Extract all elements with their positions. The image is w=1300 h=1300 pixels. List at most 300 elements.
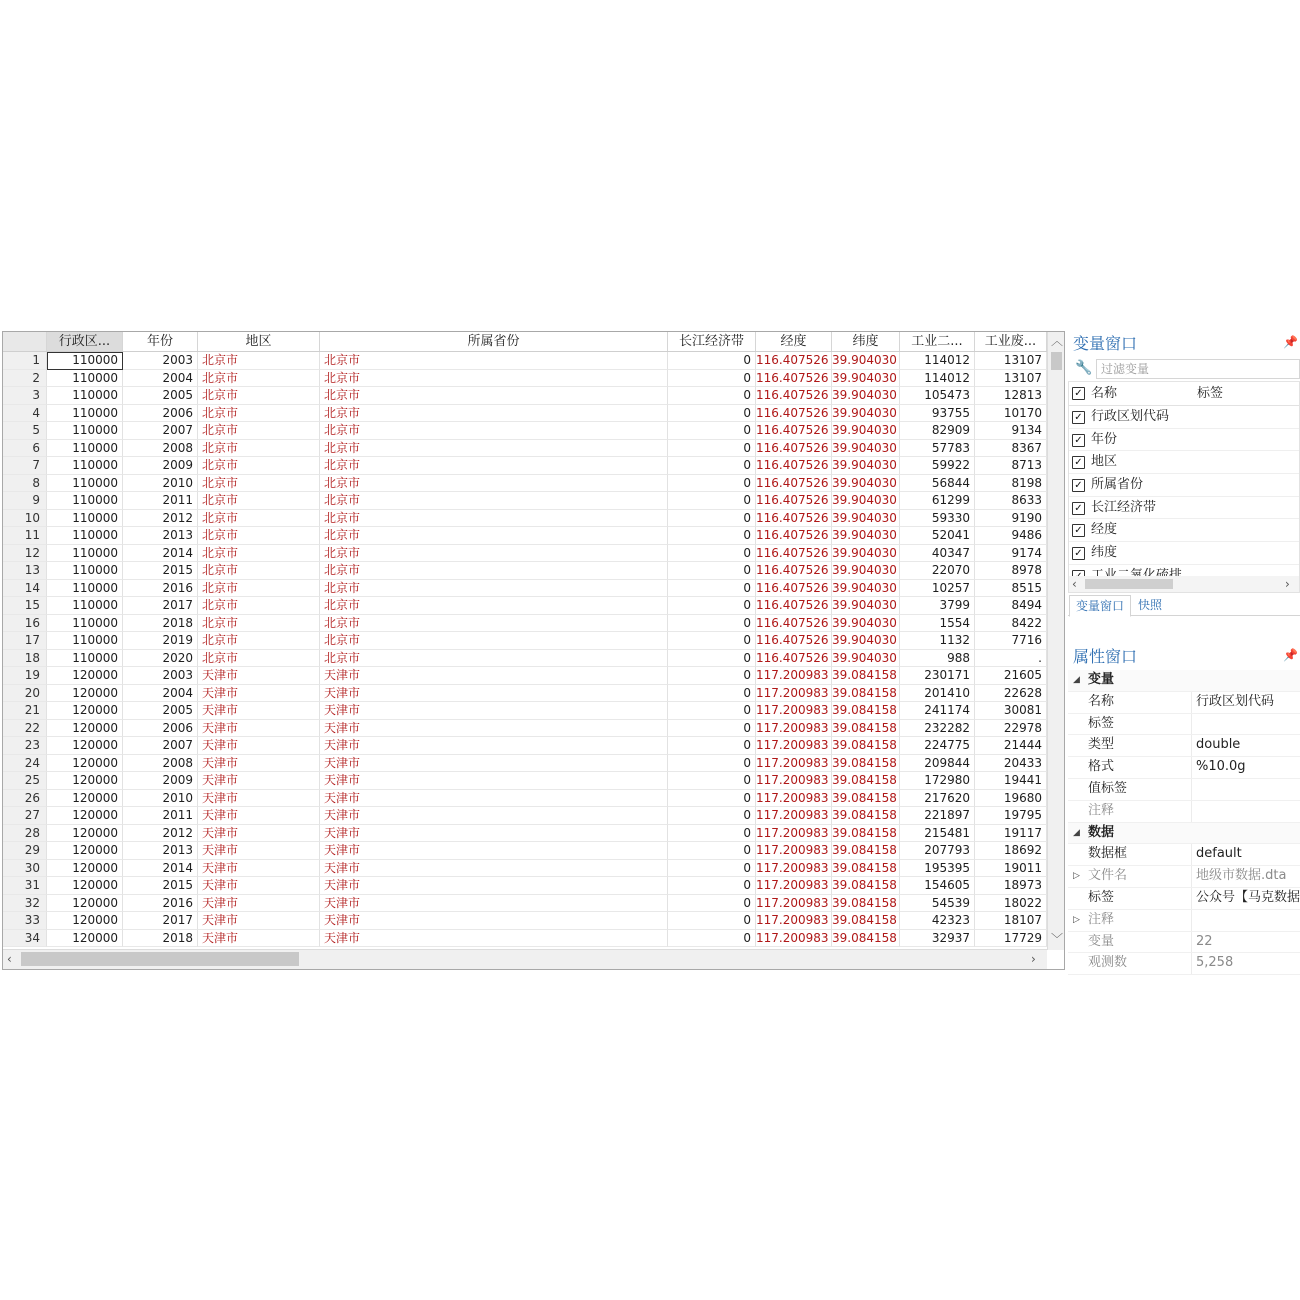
cell-code[interactable]: 120000 [47, 912, 123, 930]
cell-yz[interactable]: 0 [668, 860, 756, 878]
property-value[interactable]: 公众号【马克数据 [1196, 889, 1300, 905]
cell-region[interactable]: 北京市 [198, 492, 320, 510]
cell-yz[interactable]: 0 [668, 545, 756, 563]
expand-icon[interactable]: ▷ [1073, 914, 1080, 925]
cell-ww[interactable]: 8515 [975, 580, 1047, 598]
cell-yz[interactable]: 0 [668, 632, 756, 650]
cell-so2[interactable]: 224775 [900, 737, 975, 755]
cell-prov[interactable]: 北京市 [320, 615, 668, 633]
cell-lat[interactable]: 39.084158 [832, 702, 900, 720]
cell-code[interactable]: 110000 [47, 475, 123, 493]
cell-prov[interactable]: 天津市 [320, 895, 668, 913]
cell-region[interactable]: 天津市 [198, 895, 320, 913]
table-row[interactable] [3, 912, 1047, 930]
cell-code[interactable]: 110000 [47, 615, 123, 633]
cell-ww[interactable]: 21605 [975, 667, 1047, 685]
tab-variables[interactable]: 变量窗口 [1069, 595, 1131, 617]
cell-ww[interactable]: 9174 [975, 545, 1047, 563]
cell-lat[interactable]: 39.084158 [832, 842, 900, 860]
table-row[interactable] [3, 895, 1047, 913]
table-row[interactable] [3, 492, 1047, 510]
property-row[interactable] [1068, 757, 1300, 779]
property-row[interactable] [1068, 888, 1300, 910]
table-row[interactable] [3, 440, 1047, 458]
cell-yz[interactable]: 0 [668, 772, 756, 790]
cell-ww[interactable]: 17729 [975, 930, 1047, 948]
cell-region[interactable]: 天津市 [198, 807, 320, 825]
table-row[interactable] [3, 702, 1047, 720]
scroll-up-icon[interactable]: ︿ [1051, 334, 1064, 348]
cell-yz[interactable]: 0 [668, 912, 756, 930]
table-row[interactable] [3, 370, 1047, 388]
cell-lon[interactable]: 117.200983 [756, 755, 832, 773]
cell-lat[interactable]: 39.084158 [832, 825, 900, 843]
column-header-longitude[interactable]: 经度 [756, 332, 832, 351]
cell-region[interactable]: 天津市 [198, 737, 320, 755]
cell-code[interactable]: 110000 [47, 370, 123, 388]
section-variable[interactable] [1068, 670, 1300, 692]
cell-so2[interactable]: 1132 [900, 632, 975, 650]
cell-so2[interactable]: 241174 [900, 702, 975, 720]
property-row[interactable] [1068, 866, 1300, 888]
cell-yz[interactable]: 0 [668, 615, 756, 633]
cell-yz[interactable]: 0 [668, 895, 756, 913]
cell-region[interactable]: 北京市 [198, 440, 320, 458]
section-data[interactable] [1068, 823, 1300, 845]
cell-so2[interactable]: 3799 [900, 597, 975, 615]
variable-checkbox[interactable]: ✓ [1072, 456, 1085, 469]
cell-so2[interactable]: 114012 [900, 352, 975, 370]
cell-year[interactable]: 2007 [123, 422, 198, 440]
column-header-wastewater[interactable]: 工业废... [975, 332, 1047, 351]
cell-prov[interactable]: 北京市 [320, 492, 668, 510]
cell-code[interactable]: 110000 [47, 457, 123, 475]
cell-so2[interactable]: 42323 [900, 912, 975, 930]
cell-region[interactable]: 天津市 [198, 842, 320, 860]
cell-yz[interactable]: 0 [668, 807, 756, 825]
cell-ww[interactable]: 9190 [975, 510, 1047, 528]
cell-lat[interactable]: 39.084158 [832, 772, 900, 790]
scroll-right-icon[interactable]: › [1285, 577, 1290, 591]
cell-lat[interactable]: 39.904030 [832, 352, 900, 370]
cell-so2[interactable]: 114012 [900, 370, 975, 388]
table-row[interactable] [3, 457, 1047, 475]
cell-yz[interactable]: 0 [668, 387, 756, 405]
cell-year[interactable]: 2005 [123, 387, 198, 405]
cell-ww[interactable]: 8633 [975, 492, 1047, 510]
table-row[interactable] [3, 667, 1047, 685]
cell-so2[interactable]: 1554 [900, 615, 975, 633]
cell-prov[interactable]: 北京市 [320, 370, 668, 388]
variable-item[interactable] [1069, 497, 1299, 520]
cell-year[interactable]: 2012 [123, 510, 198, 528]
cell-yz[interactable]: 0 [668, 422, 756, 440]
cell-prov[interactable]: 北京市 [320, 510, 668, 528]
variable-list[interactable] [1068, 382, 1300, 593]
cell-prov[interactable]: 天津市 [320, 807, 668, 825]
cell-so2[interactable]: 207793 [900, 842, 975, 860]
table-row[interactable] [3, 790, 1047, 808]
cell-year[interactable]: 2004 [123, 370, 198, 388]
horizontal-scrollbar[interactable] [3, 949, 1047, 969]
cell-code[interactable]: 110000 [47, 545, 123, 563]
cell-yz[interactable]: 0 [668, 877, 756, 895]
cell-lon[interactable]: 116.407526 [756, 352, 832, 370]
cell-region[interactable]: 北京市 [198, 352, 320, 370]
cell-region[interactable]: 天津市 [198, 790, 320, 808]
cell-year[interactable]: 2014 [123, 860, 198, 878]
cell-yz[interactable]: 0 [668, 492, 756, 510]
property-value[interactable]: 22 [1196, 933, 1213, 949]
property-row[interactable] [1068, 953, 1300, 975]
column-header-province[interactable]: 所属省份 [320, 332, 668, 351]
cell-code[interactable]: 120000 [47, 790, 123, 808]
cell-prov[interactable]: 北京市 [320, 545, 668, 563]
table-row[interactable] [3, 405, 1047, 423]
variable-item[interactable] [1069, 542, 1299, 565]
cell-ww[interactable]: 13107 [975, 352, 1047, 370]
cell-code[interactable]: 120000 [47, 895, 123, 913]
scroll-right-icon[interactable]: › [1031, 952, 1036, 966]
cell-lon[interactable]: 116.407526 [756, 597, 832, 615]
cell-region[interactable]: 天津市 [198, 860, 320, 878]
cell-ww[interactable]: 12813 [975, 387, 1047, 405]
variable-item[interactable] [1069, 451, 1299, 474]
cell-code[interactable]: 120000 [47, 755, 123, 773]
cell-code[interactable]: 120000 [47, 720, 123, 738]
table-row[interactable] [3, 615, 1047, 633]
tab-snapshots[interactable]: 快照 [1138, 598, 1163, 612]
cell-yz[interactable]: 0 [668, 562, 756, 580]
cell-code[interactable]: 120000 [47, 807, 123, 825]
cell-lat[interactable]: 39.084158 [832, 720, 900, 738]
cell-yz[interactable]: 0 [668, 580, 756, 598]
vertical-scrollbar[interactable] [1047, 332, 1065, 950]
cell-lon[interactable]: 117.200983 [756, 702, 832, 720]
cell-code[interactable]: 120000 [47, 930, 123, 948]
cell-lon[interactable]: 116.407526 [756, 492, 832, 510]
cell-region[interactable]: 北京市 [198, 650, 320, 668]
cell-lon[interactable]: 117.200983 [756, 930, 832, 948]
cell-region[interactable]: 天津市 [198, 930, 320, 948]
cell-code[interactable]: 120000 [47, 877, 123, 895]
cell-ww[interactable]: 8978 [975, 562, 1047, 580]
cell-prov[interactable]: 天津市 [320, 720, 668, 738]
property-value[interactable]: 地级市数据.dta [1196, 868, 1287, 884]
scroll-down-icon[interactable]: ﹀ [1051, 932, 1064, 946]
cell-lon[interactable]: 116.407526 [756, 405, 832, 423]
pin-icon[interactable]: 📌 [1283, 335, 1298, 349]
column-header-region[interactable]: 地区 [198, 332, 320, 351]
variable-list-scroll-thumb[interactable] [1085, 579, 1173, 589]
table-row[interactable] [3, 597, 1047, 615]
cell-year[interactable]: 2016 [123, 580, 198, 598]
cell-yz[interactable]: 0 [668, 475, 756, 493]
cell-lon[interactable]: 116.407526 [756, 562, 832, 580]
cell-year[interactable]: 2003 [123, 667, 198, 685]
property-value[interactable]: double [1196, 737, 1241, 753]
cell-year[interactable]: 2010 [123, 475, 198, 493]
cell-code[interactable]: 110000 [47, 492, 123, 510]
cell-lat[interactable]: 39.084158 [832, 860, 900, 878]
cell-code[interactable]: 110000 [47, 422, 123, 440]
cell-region[interactable]: 北京市 [198, 562, 320, 580]
cell-lat[interactable]: 39.084158 [832, 737, 900, 755]
cell-ww[interactable]: 19117 [975, 825, 1047, 843]
cell-prov[interactable]: 北京市 [320, 562, 668, 580]
cell-so2[interactable]: 217620 [900, 790, 975, 808]
cell-lat[interactable]: 39.084158 [832, 807, 900, 825]
cell-prov[interactable]: 北京市 [320, 597, 668, 615]
collapse-icon[interactable]: ◢ [1073, 827, 1080, 838]
cell-region[interactable]: 北京市 [198, 510, 320, 528]
data-grid[interactable] [2, 331, 1065, 970]
variable-checkbox[interactable]: ✓ [1072, 502, 1085, 515]
cell-ww[interactable]: 8713 [975, 457, 1047, 475]
cell-lat[interactable]: 39.904030 [832, 370, 900, 388]
cell-year[interactable]: 2013 [123, 527, 198, 545]
table-row[interactable] [3, 632, 1047, 650]
cell-prov[interactable]: 北京市 [320, 352, 668, 370]
cell-lon[interactable]: 116.407526 [756, 615, 832, 633]
cell-so2[interactable]: 154605 [900, 877, 975, 895]
table-row[interactable] [3, 860, 1047, 878]
collapse-icon[interactable]: ◢ [1073, 675, 1080, 685]
property-row[interactable] [1068, 932, 1300, 954]
cell-lon[interactable]: 116.407526 [756, 457, 832, 475]
cell-lat[interactable]: 39.904030 [832, 562, 900, 580]
cell-prov[interactable]: 天津市 [320, 912, 668, 930]
cell-prov[interactable]: 北京市 [320, 422, 668, 440]
cell-yz[interactable]: 0 [668, 370, 756, 388]
cell-yz[interactable]: 0 [668, 510, 756, 528]
cell-code[interactable]: 110000 [47, 632, 123, 650]
cell-prov[interactable]: 天津市 [320, 755, 668, 773]
cell-prov[interactable]: 天津市 [320, 860, 668, 878]
cell-year[interactable]: 2009 [123, 772, 198, 790]
wrench-icon[interactable]: 🔧 [1075, 360, 1093, 376]
cell-ww[interactable]: 13107 [975, 370, 1047, 388]
cell-yz[interactable]: 0 [668, 790, 756, 808]
cell-ww[interactable]: 8422 [975, 615, 1047, 633]
cell-region[interactable]: 北京市 [198, 527, 320, 545]
cell-so2[interactable]: 232282 [900, 720, 975, 738]
table-row[interactable] [3, 720, 1047, 738]
cell-code[interactable]: 120000 [47, 702, 123, 720]
cell-so2[interactable]: 32937 [900, 930, 975, 948]
cell-lon[interactable]: 116.407526 [756, 440, 832, 458]
cell-prov[interactable]: 天津市 [320, 772, 668, 790]
cell-prov[interactable]: 天津市 [320, 825, 668, 843]
variable-item[interactable] [1069, 519, 1299, 542]
table-row[interactable] [3, 545, 1047, 563]
cell-code[interactable]: 120000 [47, 667, 123, 685]
table-row[interactable] [3, 475, 1047, 493]
cell-ww[interactable]: . [975, 650, 1047, 668]
cell-prov[interactable]: 天津市 [320, 737, 668, 755]
cell-lat[interactable]: 39.084158 [832, 667, 900, 685]
select-all-checkbox[interactable]: ✓ [1072, 387, 1085, 400]
cell-code[interactable]: 110000 [47, 440, 123, 458]
cell-prov[interactable]: 北京市 [320, 405, 668, 423]
cell-lat[interactable]: 39.904030 [832, 475, 900, 493]
cell-lon[interactable]: 116.407526 [756, 632, 832, 650]
cell-ww[interactable]: 30081 [975, 702, 1047, 720]
variable-checkbox[interactable]: ✓ [1072, 479, 1085, 492]
cell-lon[interactable]: 117.200983 [756, 807, 832, 825]
cell-lon[interactable]: 117.200983 [756, 825, 832, 843]
cell-yz[interactable]: 0 [668, 650, 756, 668]
cell-lon[interactable]: 116.407526 [756, 387, 832, 405]
cell-code[interactable]: 110000 [47, 352, 123, 370]
cell-code[interactable]: 120000 [47, 860, 123, 878]
cell-lat[interactable]: 39.084158 [832, 790, 900, 808]
cell-region[interactable]: 天津市 [198, 772, 320, 790]
property-row[interactable] [1068, 692, 1300, 714]
cell-lon[interactable]: 117.200983 [756, 895, 832, 913]
cell-lat[interactable]: 39.904030 [832, 387, 900, 405]
cell-lat[interactable]: 39.904030 [832, 615, 900, 633]
cell-ww[interactable]: 8198 [975, 475, 1047, 493]
cell-so2[interactable]: 56844 [900, 475, 975, 493]
variable-checkbox[interactable]: ✓ [1072, 434, 1085, 447]
cell-region[interactable]: 天津市 [198, 720, 320, 738]
cell-year[interactable]: 2010 [123, 790, 198, 808]
table-row[interactable] [3, 825, 1047, 843]
cell-yz[interactable]: 0 [668, 702, 756, 720]
property-grid[interactable] [1068, 670, 1300, 975]
scroll-left-icon[interactable]: ‹ [1072, 577, 1077, 591]
column-header-code[interactable]: 行政区... [47, 332, 123, 351]
cell-so2[interactable]: 201410 [900, 685, 975, 703]
cell-yz[interactable]: 0 [668, 667, 756, 685]
cell-so2[interactable]: 215481 [900, 825, 975, 843]
cell-ww[interactable]: 10170 [975, 405, 1047, 423]
cell-prov[interactable]: 北京市 [320, 632, 668, 650]
cell-year[interactable]: 2018 [123, 615, 198, 633]
cell-ww[interactable]: 21444 [975, 737, 1047, 755]
cell-year[interactable]: 2017 [123, 597, 198, 615]
cell-ww[interactable]: 18973 [975, 877, 1047, 895]
table-row[interactable] [3, 387, 1047, 405]
cell-so2[interactable]: 195395 [900, 860, 975, 878]
property-row[interactable] [1068, 779, 1300, 801]
cell-lat[interactable]: 39.904030 [832, 580, 900, 598]
cell-lon[interactable]: 116.407526 [756, 475, 832, 493]
cell-so2[interactable]: 988 [900, 650, 975, 668]
cell-region[interactable]: 天津市 [198, 702, 320, 720]
cell-yz[interactable]: 0 [668, 457, 756, 475]
table-row[interactable] [3, 527, 1047, 545]
cell-year[interactable]: 2015 [123, 877, 198, 895]
cell-code[interactable]: 110000 [47, 597, 123, 615]
cell-lat[interactable]: 39.904030 [832, 632, 900, 650]
cell-lon[interactable]: 117.200983 [756, 737, 832, 755]
table-row[interactable] [3, 562, 1047, 580]
cell-code[interactable]: 110000 [47, 510, 123, 528]
cell-so2[interactable]: 40347 [900, 545, 975, 563]
cell-lat[interactable]: 39.904030 [832, 492, 900, 510]
property-row[interactable] [1068, 735, 1300, 757]
cell-region[interactable]: 北京市 [198, 457, 320, 475]
cell-region[interactable]: 北京市 [198, 475, 320, 493]
cell-region[interactable]: 北京市 [198, 405, 320, 423]
cell-lat[interactable]: 39.084158 [832, 930, 900, 948]
table-row[interactable] [3, 650, 1047, 668]
cell-so2[interactable]: 172980 [900, 772, 975, 790]
cell-lat[interactable]: 39.904030 [832, 440, 900, 458]
cell-region[interactable]: 天津市 [198, 877, 320, 895]
cell-yz[interactable]: 0 [668, 720, 756, 738]
variable-list-hscrollbar[interactable] [1069, 576, 1300, 592]
cell-so2[interactable]: 22070 [900, 562, 975, 580]
cell-code[interactable]: 120000 [47, 772, 123, 790]
column-header-year[interactable]: 年份 [123, 332, 198, 351]
cell-year[interactable]: 2016 [123, 895, 198, 913]
cell-prov[interactable]: 北京市 [320, 475, 668, 493]
cell-so2[interactable]: 59330 [900, 510, 975, 528]
cell-lat[interactable]: 39.904030 [832, 422, 900, 440]
column-header-yangtze[interactable]: 长江经济带 [668, 332, 756, 351]
cell-yz[interactable]: 0 [668, 597, 756, 615]
filter-input[interactable]: 过滤变量 [1096, 359, 1300, 379]
cell-code[interactable]: 120000 [47, 737, 123, 755]
cell-code[interactable]: 110000 [47, 405, 123, 423]
cell-so2[interactable]: 59922 [900, 457, 975, 475]
property-value[interactable]: 5,258 [1196, 955, 1234, 971]
table-row[interactable] [3, 737, 1047, 755]
cell-lon[interactable]: 116.407526 [756, 545, 832, 563]
cell-so2[interactable]: 230171 [900, 667, 975, 685]
cell-ww[interactable]: 8367 [975, 440, 1047, 458]
cell-code[interactable]: 110000 [47, 562, 123, 580]
table-row[interactable] [3, 755, 1047, 773]
property-row[interactable] [1068, 801, 1300, 823]
cell-year[interactable]: 2006 [123, 720, 198, 738]
cell-ww[interactable]: 22978 [975, 720, 1047, 738]
table-row[interactable] [3, 842, 1047, 860]
table-row[interactable] [3, 877, 1047, 895]
cell-year[interactable]: 2015 [123, 562, 198, 580]
cell-region[interactable]: 北京市 [198, 422, 320, 440]
cell-ww[interactable]: 19795 [975, 807, 1047, 825]
cell-ww[interactable]: 9486 [975, 527, 1047, 545]
cell-so2[interactable]: 209844 [900, 755, 975, 773]
cell-so2[interactable]: 10257 [900, 580, 975, 598]
column-header-so2[interactable]: 工业二... [900, 332, 975, 351]
cell-lon[interactable]: 116.407526 [756, 527, 832, 545]
pin-icon[interactable]: 📌 [1283, 648, 1298, 662]
cell-so2[interactable]: 82909 [900, 422, 975, 440]
cell-yz[interactable]: 0 [668, 685, 756, 703]
cell-lon[interactable]: 116.407526 [756, 510, 832, 528]
cell-region[interactable]: 北京市 [198, 597, 320, 615]
cell-code[interactable]: 110000 [47, 650, 123, 668]
cell-lon[interactable]: 116.407526 [756, 370, 832, 388]
table-row[interactable] [3, 685, 1047, 703]
cell-ww[interactable]: 22628 [975, 685, 1047, 703]
cell-so2[interactable]: 93755 [900, 405, 975, 423]
cell-ww[interactable]: 9134 [975, 422, 1047, 440]
cell-lat[interactable]: 39.084158 [832, 755, 900, 773]
cell-year[interactable]: 2014 [123, 545, 198, 563]
cell-lon[interactable]: 117.200983 [756, 912, 832, 930]
table-row[interactable] [3, 352, 1047, 370]
cell-lat[interactable]: 39.904030 [832, 457, 900, 475]
table-row[interactable] [3, 580, 1047, 598]
horizontal-scroll-thumb[interactable] [21, 952, 299, 966]
cell-prov[interactable]: 天津市 [320, 667, 668, 685]
